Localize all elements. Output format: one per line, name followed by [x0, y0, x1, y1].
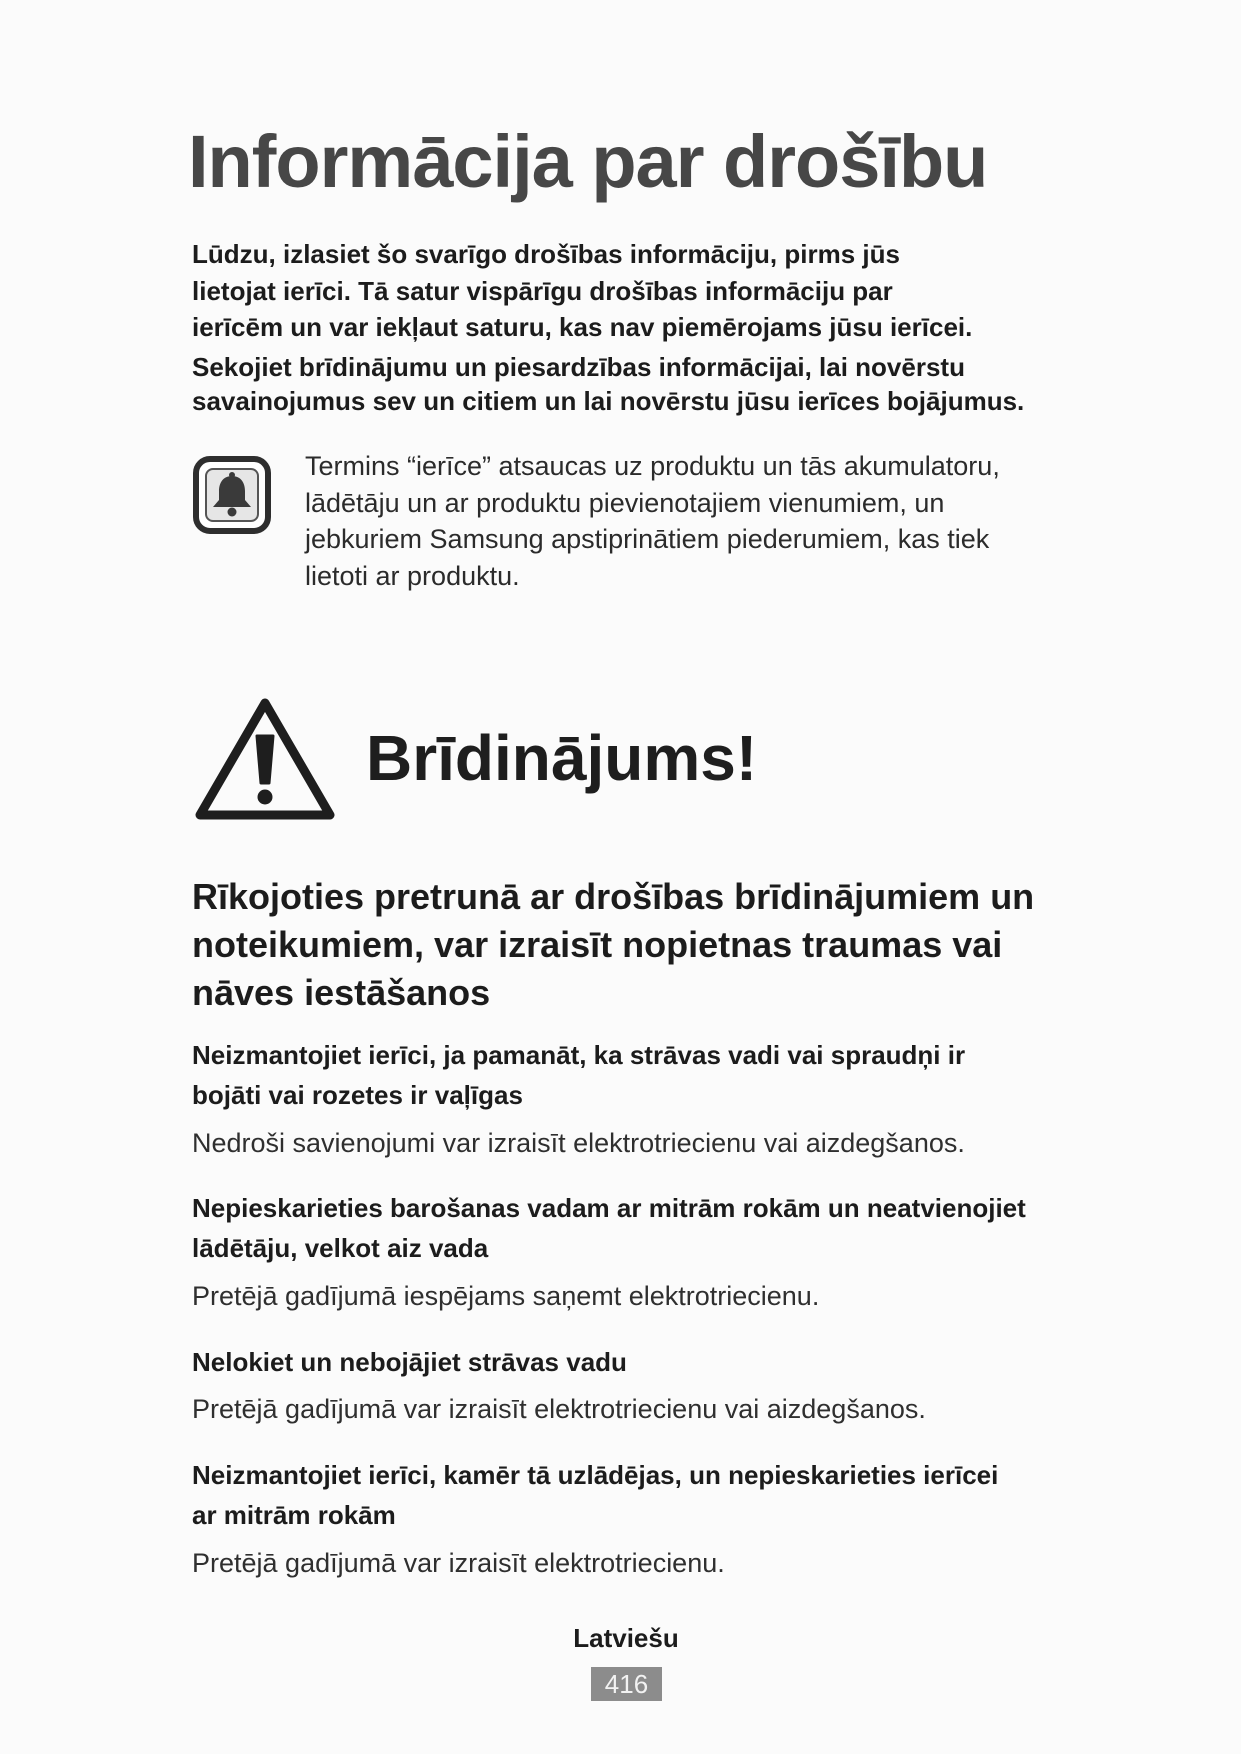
warning-heading-line: noteikumiem, var izraisīt nopietnas traumas vai	[192, 924, 1003, 965]
section-1-body: Nedroši savienojumi var izraisīt elektrotriecienu vai aizdegšanos.	[192, 1128, 965, 1158]
section-1-subheading	[192, 1035, 965, 1115]
note-line: lādētāju un ar produktu pievienotajiem vienumiem, un	[305, 487, 945, 518]
intro-line: lietojat ierīci. Tā satur vispārīgu drošības informāciju par	[192, 275, 893, 306]
warning-heading-line: Rīkojoties pretrunā ar drošības brīdinājumiem un	[192, 876, 1035, 917]
intro-line: Lūdzu, izlasiet šo svarīgo drošības informāciju, pirms jūs	[192, 239, 900, 269]
subheading-line: Neizmantojiet ierīci, ja pamanāt, ka strāvas vadi vai spraudņi ir	[192, 1040, 966, 1070]
subheading-line: lādētāju, velkot aiz vada	[192, 1233, 489, 1263]
subheading-line: Nelokiet un nebojājiet strāvas vadu	[192, 1347, 627, 1377]
section-4-body: Pretējā gadījumā var izraisīt elektrotriecienu.	[192, 1548, 725, 1578]
subheading-line: Neizmantojiet ierīci, kamēr tā uzlādējas, un nepieskarieties ierīcei	[192, 1460, 999, 1490]
section-3-body: Pretējā gadījumā var izraisīt elektrotriecienu vai aizdegšanos.	[192, 1394, 926, 1424]
page-number: 416	[591, 1667, 662, 1701]
warning-triangle-icon	[192, 694, 338, 823]
note-line: jebkuriem Samsung apstiprinātiem piederumiem, kas tiek	[305, 524, 990, 554]
intro-line: Sekojiet brīdinājumu un piesardzības informācijai, lai novērstu	[192, 352, 965, 382]
footer-language: Latviešu	[573, 1623, 679, 1653]
section-2-subheading	[192, 1188, 1026, 1268]
subheading-line: ar mitrām rokām	[192, 1500, 396, 1530]
note-line: lietoti ar produktu.	[305, 560, 520, 591]
note-text	[305, 448, 1000, 594]
section-3-subheading	[192, 1342, 627, 1382]
warning-heading-line: nāves iestāšanos	[192, 972, 491, 1013]
page-title: Informācija par drošību	[188, 120, 988, 203]
subheading-line: bojāti vai rozetes ir vaļīgas	[192, 1080, 523, 1110]
subheading-line: Nepieskarieties barošanas vadam ar mitrām rokām un neatvienojiet	[192, 1193, 1026, 1223]
bell-note-icon	[192, 455, 272, 535]
section-2-body: Pretējā gadījumā iespējams saņemt elektrotriecienu.	[192, 1281, 820, 1311]
intro-paragraph-2	[192, 350, 1024, 418]
section-4-subheading	[192, 1455, 998, 1535]
warning-title: Brīdinājums!	[366, 722, 758, 794]
intro-line: ierīcēm un var iekļaut saturu, kas nav piemērojams jūsu ierīcei.	[192, 312, 973, 342]
intro-paragraph-1	[192, 236, 972, 346]
note-line: Termins “ierīce” atsaucas uz produktu un tās akumulatoru,	[305, 451, 1000, 481]
warning-heading	[192, 873, 1034, 1017]
intro-line: savainojumus sev un citiem un lai novērstu jūsu ierīces bojājumus.	[192, 386, 1025, 416]
